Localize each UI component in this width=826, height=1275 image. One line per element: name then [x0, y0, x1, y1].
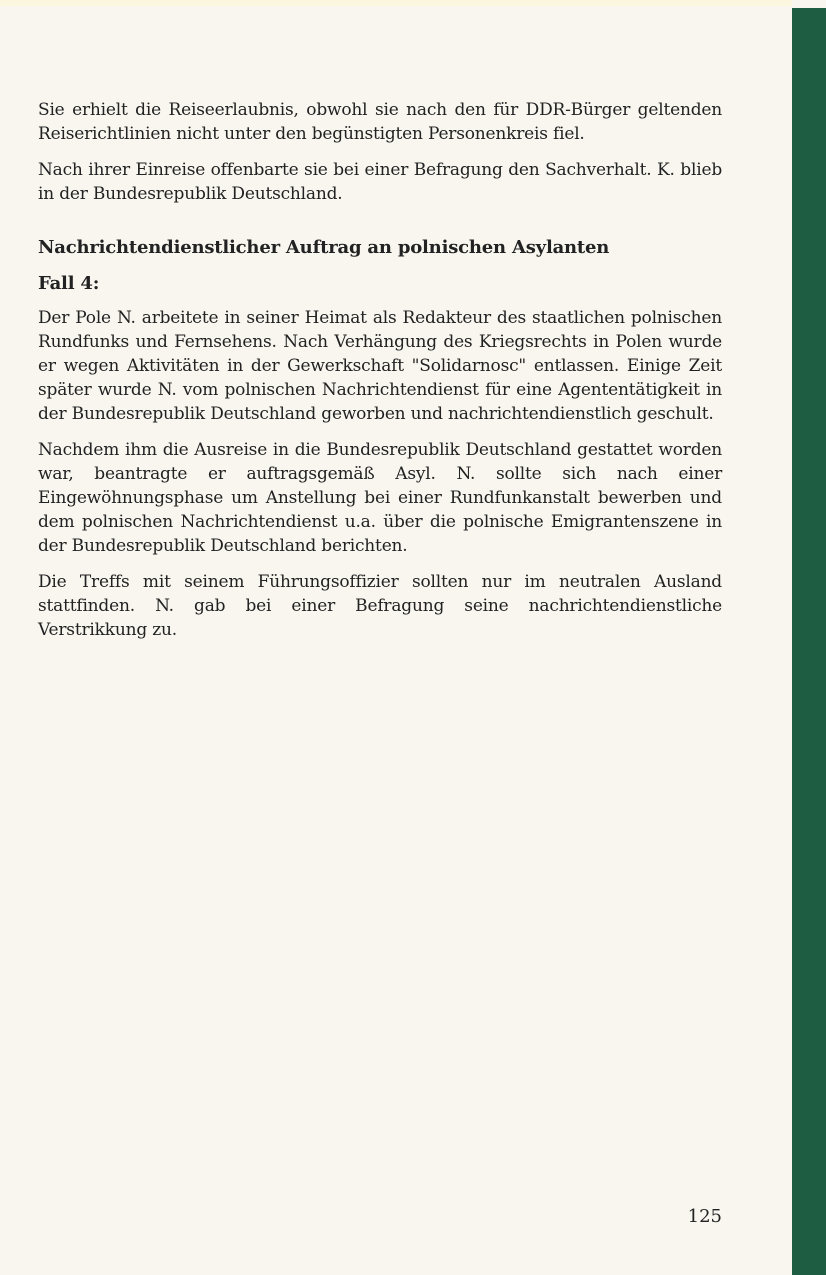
page-top-edge — [0, 0, 792, 6]
paragraph-reiseerlaubnis: Sie erhielt die Reiseerlaubnis, obwohl sie nach den für DDR-Bürger geltenden Reiserichtlinien nicht unter den begünstigten Personenkreis fiel. — [38, 100, 722, 144]
paragraph-case-asylum: Nachdem ihm die Ausreise in die Bundesrepublik Deutschland gestattet worden war, beantragte er auftragsgemäß Asyl. N. sollte sich nach einer Eingewöhnungsphase um Anstellung bei einer Rundfunkanstalt bewerben und dem polnischen Nachrichtendienst u.a. über die polnische Emigrantenszene in der Bundesrepublik Deutschland berichten. — [38, 440, 722, 556]
case-label: Fall 4: — [38, 273, 100, 294]
paragraph-einreise: Nach ihrer Einreise offenbarte sie bei einer Befragung den Sachverhalt. K. blieb in der Bundesrepublik Deutschland. — [38, 160, 722, 204]
paragraph-case-confession: Die Treffs mit seinem Führungsoffizier sollten nur im neutralen Ausland stattfinden. N. gab bei einer Befragung seine nachrichtendienstliche Verstrikkung zu. — [38, 572, 722, 640]
page-content — [38, 98, 722, 654]
page-number: 125 — [687, 1206, 722, 1227]
paragraph-case-background: Der Pole N. arbeitete in seiner Heimat als Redakteur des staatlichen polnischen Rundfunks und Fernsehens. Nach Verhängung des Kriegsrechts in Polen wurde er wegen Aktivitäten in der Gewerkschaft "Solidarnosc" entlassen. Einige Zeit später wurde N. vom polnischen Nachrichtendienst für eine Agententätigkeit in der Bundesrepublik Deutschland geworben und nachrichtendienstlich geschult. — [38, 308, 722, 424]
page-edge-band — [792, 8, 826, 1275]
section-heading: Nachrichtendienstlicher Auftrag an polnischen Asylanten — [38, 237, 610, 258]
